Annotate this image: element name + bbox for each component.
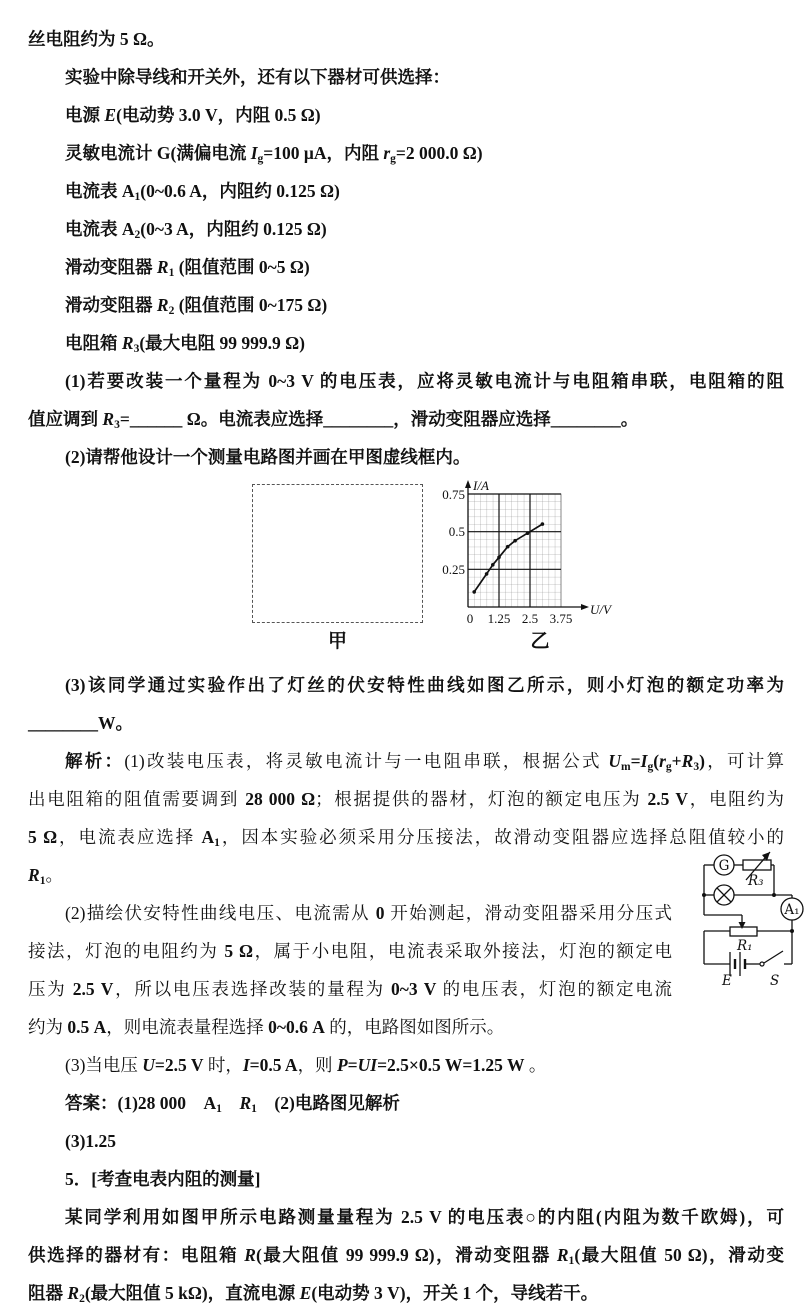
text-line: $R_1$。 [28, 865, 63, 888]
galvanometer-label: G [718, 858, 730, 874]
text-line: 滑动变阻器 $R_2$ (阻值范围 0~175 Ω) [65, 295, 328, 318]
junction-dot [790, 929, 794, 933]
resistor-box-R1 [730, 927, 757, 936]
x-tick-0: 0 [466, 611, 474, 626]
resistor-box-R3 [743, 860, 771, 870]
text-line: 某同学利用如图甲所示电路测量量程为 2.5 V 的电压表○的内阻(内阻为数千欧姆)，可 [65, 1207, 784, 1227]
x-tick-25: 2.5 [521, 611, 539, 626]
text-line: (2)请帮他设计一个测量电路图并画在甲图虚线框内。 [65, 447, 471, 467]
x-tick-125: 1.25 [487, 611, 511, 626]
y-tick-05: 0.5 [448, 524, 465, 539]
text-line: 滑动变阻器 $R_1$ (阻值范围 0~5 Ω) [65, 257, 310, 280]
text-line: 出电阻箱的阻值需要调到 28 000 Ω；根据提供的器材，灯泡的额定电压为 2.5 V，电阻约为 [28, 789, 784, 809]
text-line: (2)描绘伏安特性曲线电压、电流需从 0 开始测起，滑动变阻器采用分压式 [65, 903, 673, 923]
x-axis-arrow [581, 604, 589, 610]
text-line: (1)若要改装一个量程为 0~3 V 的电压表，应将灵敏电流计与电阻箱串联，电阻箱的阻 [65, 371, 784, 391]
text-line: 电流表 $A_1(0\sim 0.6$ A，内阻约 0.125 Ω) [65, 181, 340, 204]
text-line: 丝电阻约为 5 Ω。 [28, 29, 165, 49]
text-line: 约为 0.5 A，则电流表量程选择 0~0.6 A 的，电路图如图所示。 [28, 1017, 505, 1037]
chart-grid [468, 494, 561, 607]
text-line: 电流表 $A_2(0\sim 3$ A，内阻约 0.125 Ω) [65, 219, 327, 242]
y-tick-025: 0.25 [442, 562, 465, 577]
ammeter-label: A₁ [784, 902, 800, 918]
text-line: 5 Ω，电流表应选择 $A_1$，因本实验必须采用分压接法，故滑动变阻器应选择总阻值较小的 [28, 827, 784, 850]
junction-dot [702, 893, 706, 897]
text-line: 灵敏电流计 G(满偏电流 $I_g=100$ μA，内阻 $r_g=2$ 000.0 Ω) [65, 143, 483, 166]
text-line: 答案：(1)28 000 $A_1$ $R_1$ (2)电路图见解析 [65, 1093, 400, 1116]
rheostat-label: R₃ [748, 873, 764, 889]
y-axis-arrow [465, 480, 471, 488]
text-line: 电源 E(电动势 3.0 V，内阻 0.5 Ω) [65, 105, 321, 125]
text-line: (3)当电压 U=2.5 V 时，I=0.5 A，则 P=UI=2.5×0.5 W=1.25 W 。 [65, 1055, 547, 1075]
circuit-diagram [686, 840, 812, 1000]
x-axis-label: U/V [590, 602, 611, 617]
text-line: (3)该同学通过实验作出了灯丝的伏安特性曲线如图乙所示，则小灯泡的额定功率为 [65, 675, 784, 695]
text-column [28, 20, 784, 1308]
text-line: 解析：(1)改装电压表，将灵敏电流计与一电阻串联，根据公式 $U_m=I_g(r_g+R_3)$，可计算 [65, 751, 784, 774]
y-axis-label: I/A [473, 478, 489, 493]
text-line: 压为 2.5 V，所以电压表选择改装的量程为 0~3 V 的电压表，灯泡的额定电流 [28, 979, 673, 999]
text-line: 接法，灯泡的电阻约为 5 Ω，属于小电阻，电流表采取外接法，灯泡的额定电 [28, 941, 673, 961]
text-line: 实验中除导线和开关外，还有以下器材可供选择： [65, 67, 450, 87]
switch-pivot [760, 962, 764, 966]
iv-curve-chart [440, 476, 640, 648]
figure-label-jia: 甲 [327, 631, 347, 652]
switch-label: S [770, 973, 780, 989]
tap-arrow [739, 922, 746, 929]
figure-row [28, 476, 784, 666]
text-line: ________W。 [28, 713, 133, 733]
y-tick-075: 0.75 [442, 487, 465, 502]
text-line: 电阻箱 $R_3$(最大电阻 99 999.9 Ω) [65, 333, 306, 356]
potentiometer-label: R₁ [737, 938, 753, 954]
junction-dot [772, 893, 776, 897]
circuit-answer-box [252, 484, 423, 623]
figure-label-yi: 乙 [530, 631, 550, 652]
x-tick-375: 3.75 [549, 611, 573, 626]
text-line: 阻器 $R_2$(最大阻值 5 kΩ)，直流电源 E(电动势 3 V)，开关 1 个，导线若干。 [28, 1283, 599, 1306]
text-line: 5．[考查电表内阻的测量] [65, 1169, 261, 1189]
battery-label: E [722, 973, 732, 989]
text-line: 供选择的器材有：电阻箱 R(最大阻值 99 999.9 Ω)，滑动变阻器 $R_1$(最大阻值 50 Ω)，滑动变 [28, 1245, 784, 1268]
text-line: (3)1.25 [65, 1131, 117, 1151]
text-line: 值应调到 $R_3=\_\_\_\_\_\_$ Ω。电流表应选择________，滑动变阻器应选择________。 [28, 409, 639, 432]
